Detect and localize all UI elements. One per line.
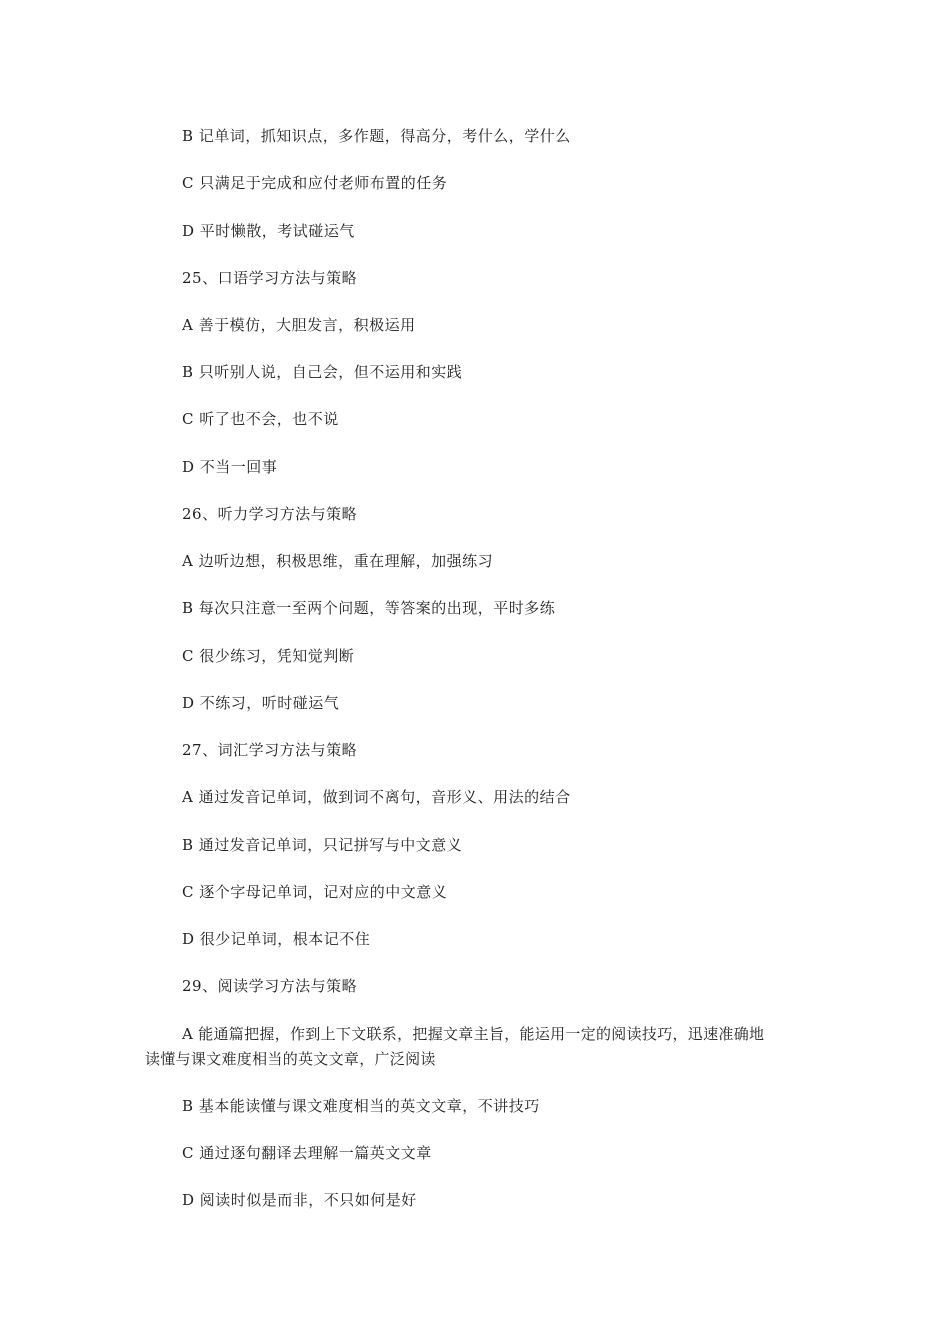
q25-option-b: B 只听别人说，自己会，但不运用和实践 (182, 363, 463, 381)
q26-option-b: B 每次只注意一至两个问题，等答案的出现，平时多练 (182, 599, 556, 617)
q25-option-a: A 善于模仿，大胆发言，积极运用 (182, 316, 416, 334)
q27-option-b: B 通过发音记单词，只记拼写与中文意义 (182, 836, 463, 854)
q29-option-a-line1: A 能通篇把握，作到上下文联系，把握文章主旨，能运用一定的阅读技巧，迅速准确地 (182, 1025, 765, 1043)
question-27-heading: 27、词汇学习方法与策略 (182, 741, 358, 759)
question-26-heading: 26、听力学习方法与策略 (182, 505, 358, 523)
q29-option-a (145, 1024, 825, 1069)
question-29-heading: 29、阅读学习方法与策略 (182, 977, 358, 995)
q26-option-c: C 很少练习，凭知觉判断 (182, 647, 355, 665)
q27-option-c: C 逐个字母记单词，记对应的中文意义 (182, 883, 448, 901)
option-d-luck: D 平时懒散，考试碰运气 (182, 222, 355, 240)
q26-option-a: A 边听边想，积极思维，重在理解，加强练习 (182, 552, 494, 570)
q25-option-c: C 听了也不会，也不说 (182, 410, 339, 428)
q26-option-d: D 不练习，听时碰运气 (182, 694, 340, 712)
q27-option-d: D 很少记单词，根本记不住 (182, 930, 371, 948)
q27-option-a: A 通过发音记单词，做到词不离句，音形义、用法的结合 (182, 788, 571, 806)
q29-option-d: D 阅读时似是而非，不只如何是好 (182, 1191, 417, 1209)
q29-option-c: C 通过逐句翻译去理解一篇英文文章 (182, 1144, 432, 1162)
option-c-assignments: C 只满足于完成和应付老师布置的任务 (182, 174, 448, 192)
q29-option-b: B 基本能读懂与课文难度相当的英文文章，不讲技巧 (182, 1097, 540, 1115)
q29-option-a-line2: 读懂与课文难度相当的英文文章，广泛阅读 (145, 1050, 436, 1068)
question-25-heading: 25、口语学习方法与策略 (182, 269, 358, 287)
option-b-memorize: B 记单词，抓知识点，多作题，得高分，考什么，学什么 (182, 127, 571, 145)
q25-option-d: D 不当一回事 (182, 458, 278, 476)
